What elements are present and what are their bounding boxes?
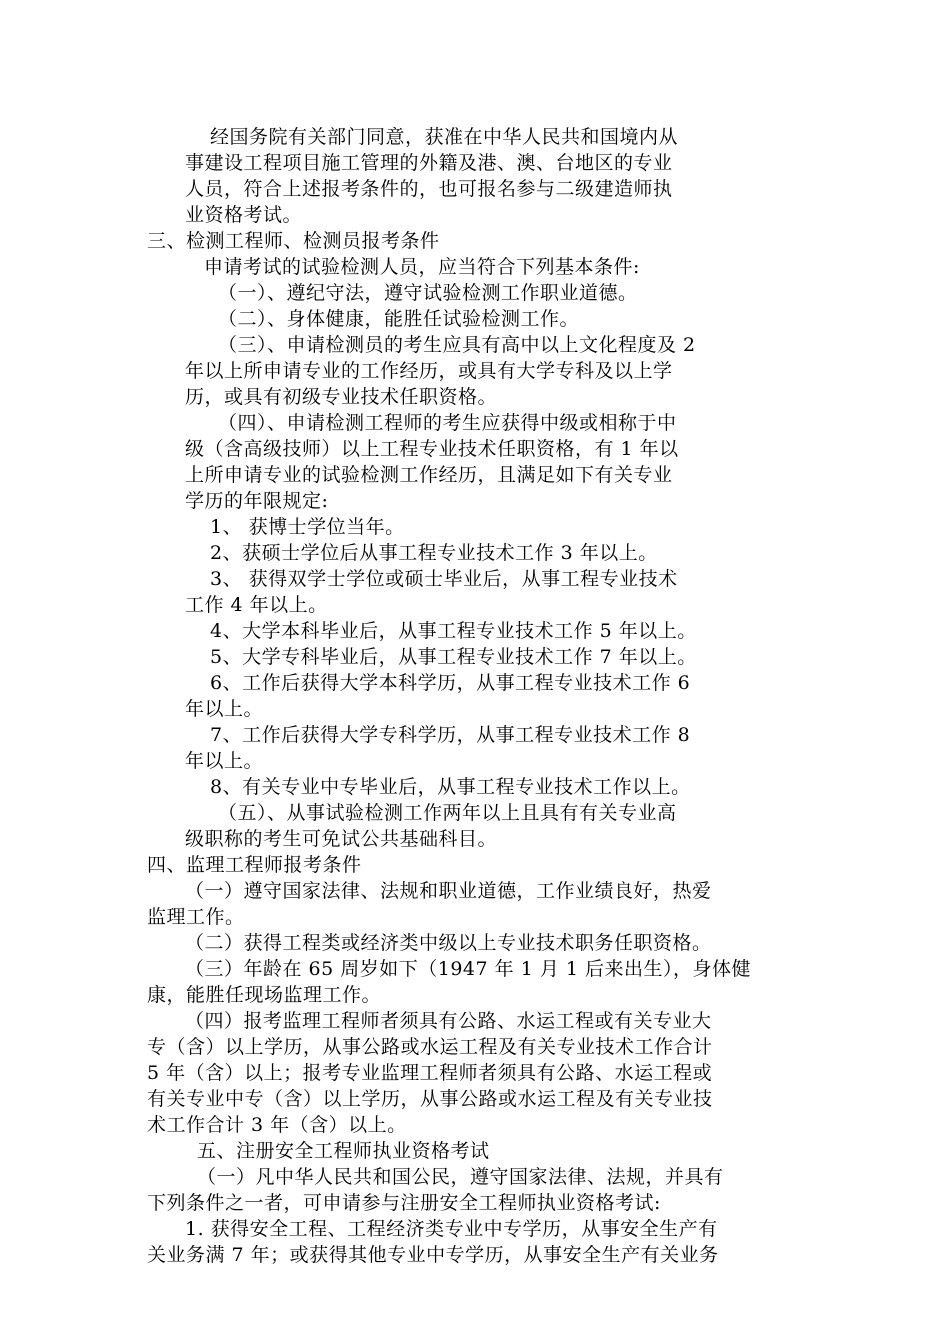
list-item: 1、 获博士学位当年。 [210,516,405,538]
paragraph-line: 下列条件之一者，可申请参与注册安全工程师执业资格考试: [147,1192,661,1214]
paragraph-line: 事建设工程项目施工管理的外籍及港、澳、台地区的专业 [185,152,673,174]
paragraph-line: 经国务院有关部门同意，获准在中华人民共和国境内从 [210,126,679,148]
list-item: 3、 获得双学士学位或硕士毕业后，从事工程专业技术 [210,568,678,590]
paragraph-line: 有关专业中专（含）以上学历，从事公路或水运工程及有关专业技 [147,1088,713,1110]
paragraph-line: 学历的年限规定: [185,490,329,512]
paragraph-line: 年以上。 [185,698,264,720]
paragraph-line: 上所申请专业的试验检测工作经历，且满足如下有关专业 [185,464,673,486]
paragraph-line: 申请考试的试验检测人员，应当符合下列基本条件: [204,256,640,278]
section-heading: 三、检测工程师、检测员报考条件 [147,230,440,252]
list-item: （四）报考监理工程师者须具有公路、水运工程或有关专业大 [185,1010,712,1032]
paragraph-line: 业资格考试。 [185,204,303,226]
list-item: 1. 获得安全工程、工程经济类专业中专学历，从事安全生产有 [185,1218,718,1240]
list-item: 6、工作后获得大学本科学历，从事工程专业技术工作 6 [210,672,691,694]
paragraph-line: 年以上所申请专业的工作经历，或具有大学专科及以上学 [185,360,673,382]
list-item: （四）、申请检测工程师的考生应获得中级或相称于中 [218,412,677,434]
paragraph-line: 级职称的考生可免试公共基础科目。 [185,828,498,850]
list-item: （一）遵守国家法律、法规和职业道德，工作业绩良好，热爱 [185,880,712,902]
list-item: （二）、身体健康，能胜任试验检测工作。 [218,308,580,330]
list-item: 7、工作后获得大学专科学历，从事工程专业技术工作 8 [210,724,691,746]
paragraph-line: 康，能胜任现场监理工作。 [147,984,382,1006]
paragraph-line: 级（含高级技师）以上工程专业技术任职资格，有 1 年以 [185,438,679,460]
list-item: （三）、申请检测员的考生应具有高中以上文化程度及 2 [218,334,696,356]
paragraph-line: 5 年（含）以上；报考专业监理工程师者须具有公路、水运工程或 [147,1062,713,1084]
list-item: 5、大学专科毕业后，从事工程专业技术工作 7 年以上。 [210,646,697,668]
paragraph-line: 工作 4 年以上。 [185,594,328,616]
list-item: （五）、从事试验检测工作两年以上且具有有关专业高 [218,802,677,824]
section-heading: 四、监理工程师报考条件 [147,854,362,876]
paragraph-line: 年以上。 [185,750,264,772]
list-item: （二）获得工程类或经济类中级以上专业技术职务任职资格。 [185,932,712,954]
paragraph-line: 监理工作。 [147,906,245,928]
paragraph-line: 历，或具有初级专业技术任职资格。 [185,386,498,408]
paragraph-line: 关业务满 7 年；或获得其他专业中专学历，从事安全生产有关业务 [147,1244,719,1266]
section-heading: 五、注册安全工程师执业资格考试 [197,1140,490,1162]
list-item: 2、获硕士学位后从事工程专业技术工作 3 年以上。 [210,542,658,564]
list-item: （一）、遵纪守法，遵守试验检测工作职业道德。 [218,282,638,304]
paragraph-line: 术工作合计 3 年（含）以上。 [147,1114,407,1136]
paragraph-line: 人员，符合上述报考条件的，也可报名参与二级建造师执 [185,178,673,200]
list-item: （三）年龄在 65 周岁如下（1947 年 1 月 1 后来出生），身体健 [185,958,751,980]
list-item: 4、大学本科毕业后，从事工程专业技术工作 5 年以上。 [210,620,697,642]
paragraph-line: 专（含）以上学历，从事公路或水运工程及有关专业技术工作合计 [147,1036,713,1058]
list-item: 8、有关专业中专毕业后，从事工程专业技术工作以上。 [210,776,691,798]
list-item: （一）凡中华人民共和国公民，遵守国家法律、法规，并具有 [197,1166,724,1188]
